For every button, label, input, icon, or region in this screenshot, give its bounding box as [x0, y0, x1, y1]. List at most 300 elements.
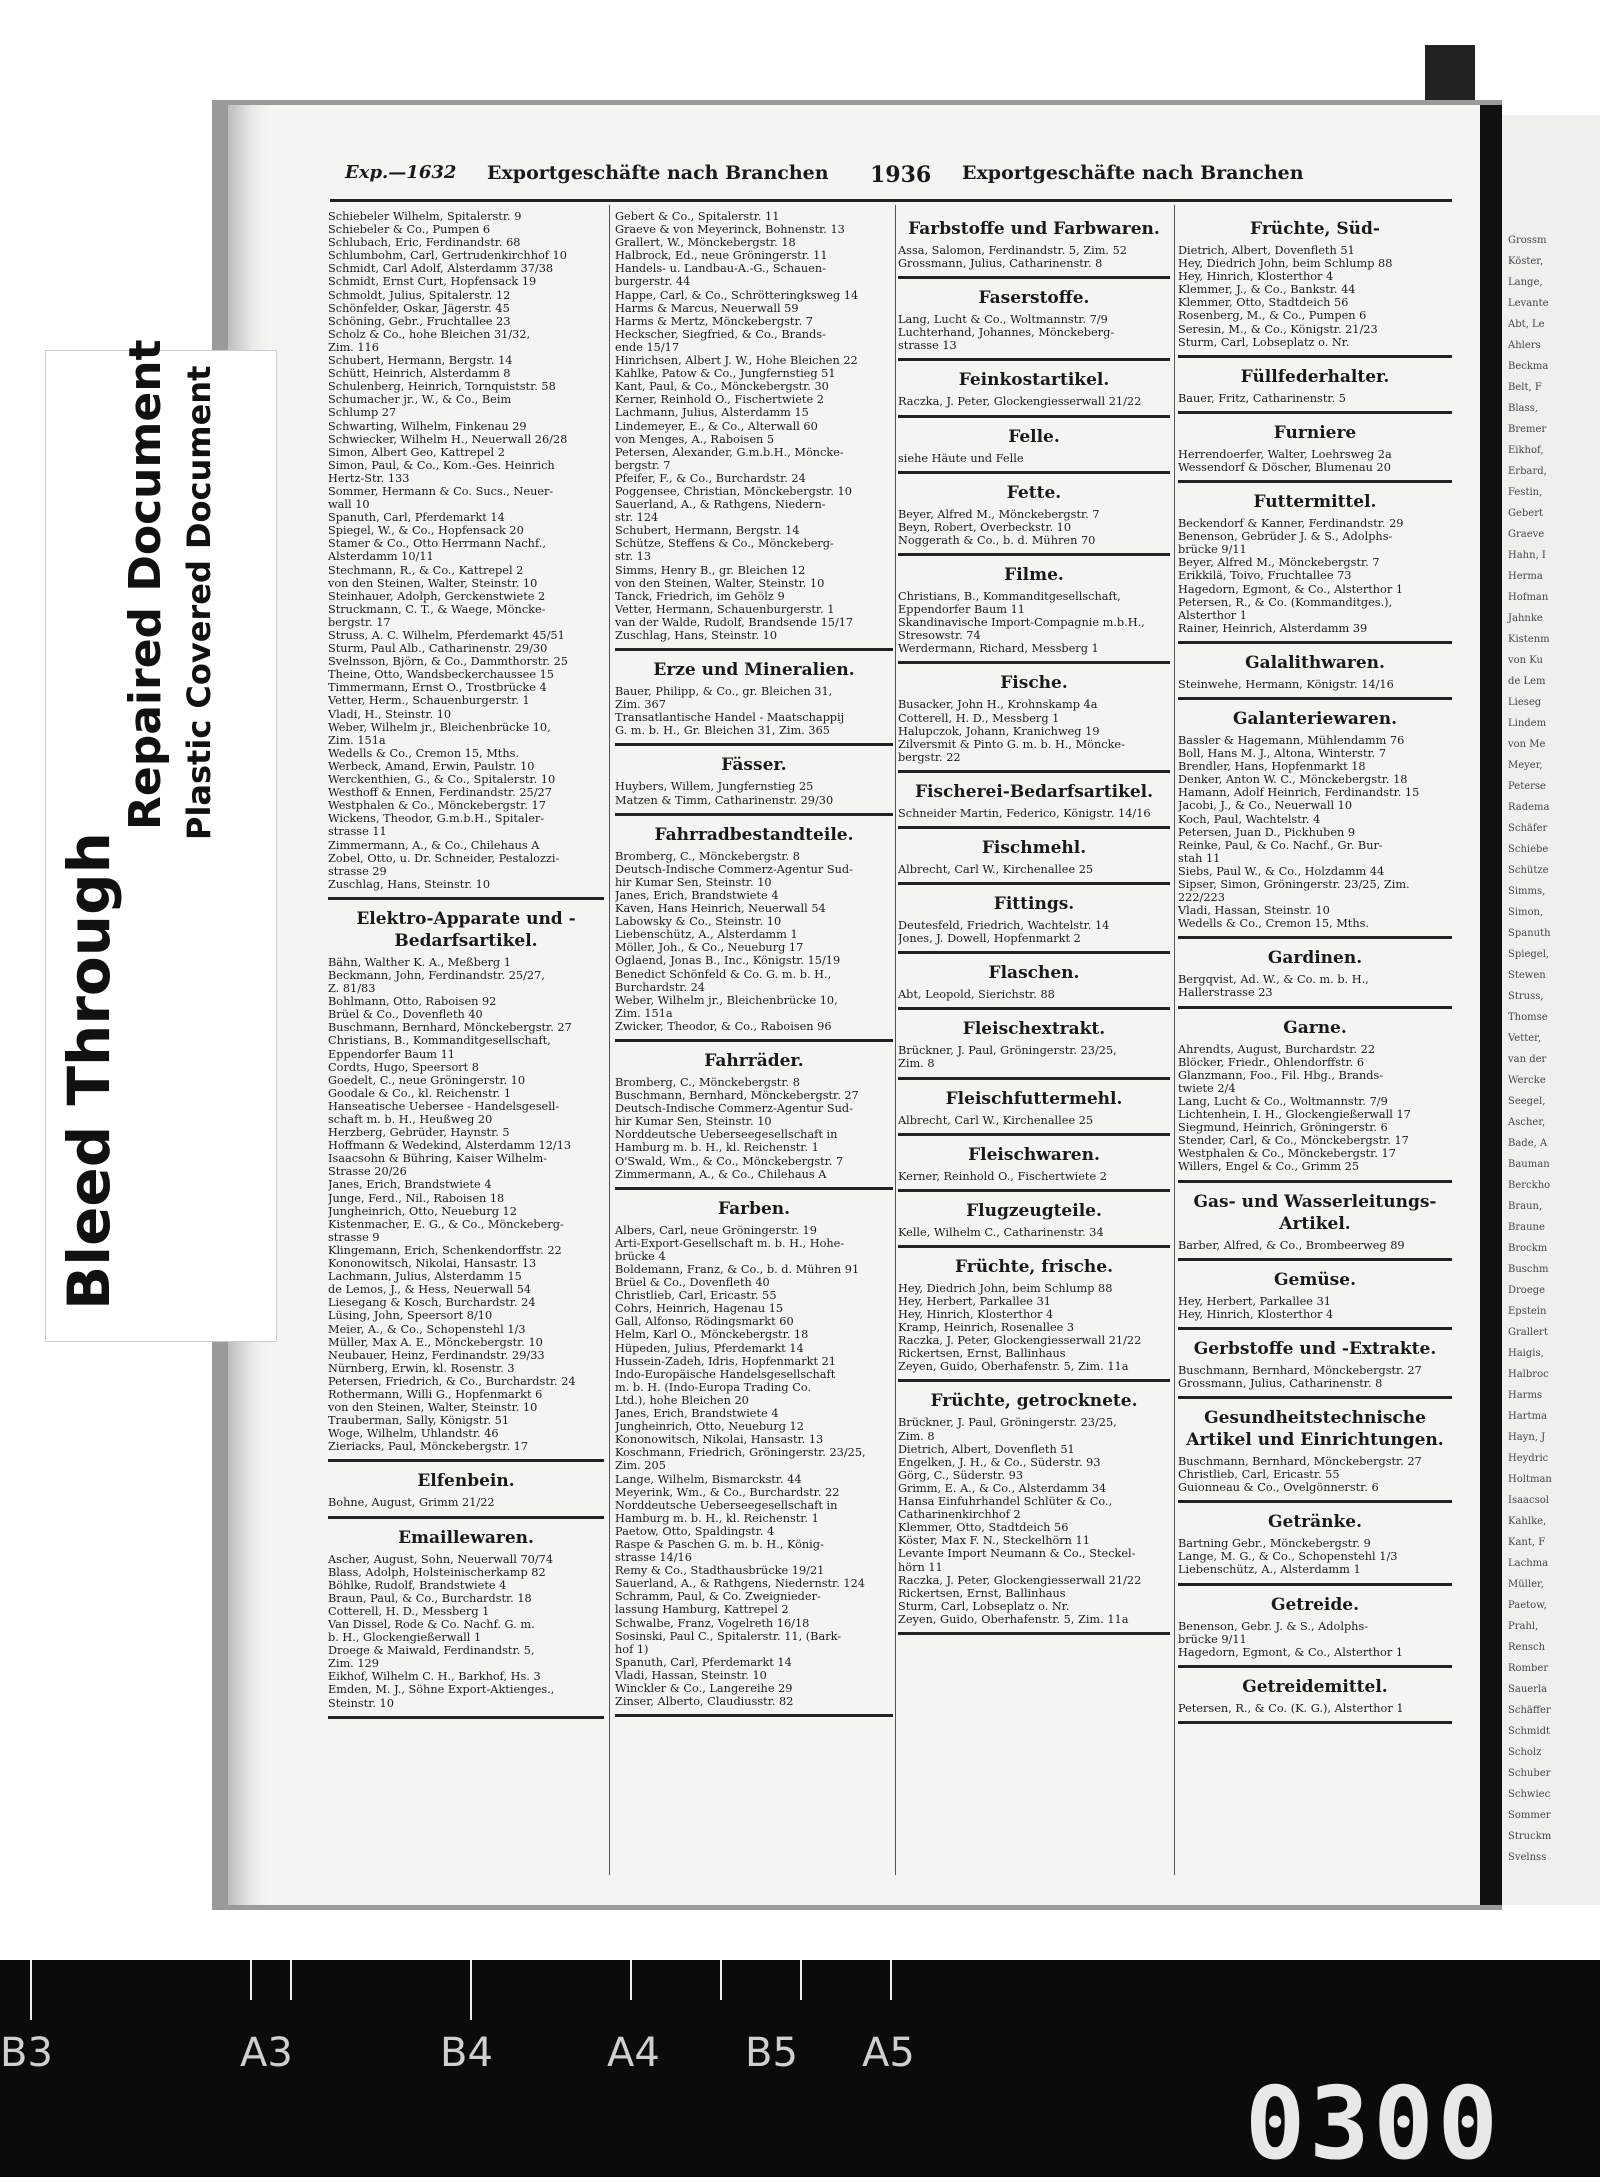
adjacent-page-fragment: Abt, Le — [1508, 319, 1545, 330]
listing-entry: Westphalen & Co., Mönckebergstr. 17 — [1178, 1147, 1396, 1161]
listing-entry: stah 11 — [1178, 851, 1221, 865]
listing-entry: Zwicker, Theodor, & Co., Raboisen 96 — [615, 1019, 832, 1033]
listing-entry: Bohne, August, Grimm 21/22 — [328, 1496, 495, 1510]
category-section — [898, 962, 1170, 1010]
listing-entry: Dietrich, Albert, Dovenfleth 51 — [898, 1442, 1075, 1456]
adjacent-page-fragment: Stewen — [1508, 970, 1546, 981]
listing-entry: strasse 29 — [328, 864, 387, 878]
listing-entry: Albrecht, Carl W., Kirchenallee 25 — [898, 862, 1094, 876]
listing-entry: Schöning, Gebr., Fruchtallee 23 — [328, 314, 511, 328]
category-heading: Emaillewaren. — [398, 1527, 534, 1548]
category-heading: Futtermittel. — [1253, 492, 1377, 513]
listing-entry: Wickens, Theodor, G.m.b.H., Spitaler- — [328, 812, 545, 826]
category-heading: Erze und Mineralien. — [653, 660, 855, 681]
listing-entry: Schmoldt, Julius, Spitalerstr. 12 — [328, 288, 511, 302]
listing-entry: Sturm, Carl, Lobseplatz o. Nr. — [1178, 335, 1350, 349]
listing-entry: Trauberman, Sally, Königstr. 51 — [328, 1414, 510, 1428]
listing-entry: schaft m. b. H., Heußweg 20 — [328, 1113, 493, 1126]
listing-entry: Hagedorn, Egmont, & Co., Alsterthor 1 — [1178, 582, 1404, 596]
adjacent-page-fragment: Simon, — [1508, 907, 1544, 918]
listing-entry: Hey, Herbert, Parkallee 31 — [898, 1294, 1051, 1308]
listing-entry: Hertz-Str. 133 — [328, 471, 410, 485]
listing-entry: Wedells & Co., Cremon 15, Mths. — [1178, 917, 1370, 931]
listing-entry: bergstr. 7 — [615, 458, 671, 472]
listing-entry: Zim. 116 — [328, 340, 379, 354]
section-rule — [615, 1039, 893, 1042]
listing-entry: Bauer, Philipp, & Co., gr. Bleichen 31, — [615, 685, 833, 699]
listing-entry: O'Swald, Wm., & Co., Mönckebergstr. 7 — [615, 1154, 844, 1168]
listing-entry: Spanuth, Carl, Pferdemarkt 14 — [615, 1655, 792, 1669]
section-rule — [898, 415, 1170, 418]
listing-entry: Remy & Co., Stadthausbrücke 19/21 — [615, 1564, 825, 1578]
listing-entry: Eppendorfer Baum 11 — [898, 603, 1025, 617]
listing-entry: strasse 13 — [898, 339, 957, 353]
adjacent-page-fragment: Buschm — [1508, 1264, 1549, 1275]
listing-entry: Zieriacks, Paul, Mönckebergstr. 17 — [328, 1440, 529, 1454]
listing-entry: Theine, Otto, Wandsbeckerchaussee 15 — [328, 668, 554, 682]
listing-entry: Schmidt, Carl Adolf, Alsterdamm 37/38 — [328, 262, 554, 276]
listing-entry: Zuschlag, Hans, Steinstr. 10 — [328, 877, 491, 891]
adjacent-page-fragment: Ascher, — [1508, 1117, 1546, 1128]
listing-entry: Brückner, J. Paul, Gröningerstr. 23/25, — [898, 1416, 1117, 1430]
listing-entry: Glanzmann, Foo., Fil. Hbg., Brands- — [1178, 1068, 1384, 1082]
adjacent-page-fragment: Belt, F — [1508, 382, 1542, 393]
category-heading: Furniere — [1273, 422, 1357, 443]
listing-entry: Engelken, J. H., & Co., Süderstr. 93 — [898, 1455, 1101, 1469]
listing-entry: Petersen, R., & Co. (Kommanditges.), — [1178, 595, 1393, 609]
adjacent-page-fragment: Kant, F — [1508, 1537, 1546, 1548]
listing-entry: Stresowstr. 74 — [898, 629, 981, 643]
listing-entry: Steinhauer, Adolph, Gerckenstwiete 2 — [328, 589, 546, 603]
listing-entry: Brüel & Co., Dovenfleth 40 — [328, 1008, 483, 1022]
listing-entry: Schneider Martin, Federico, Königstr. 14/16 — [898, 806, 1151, 820]
category-heading: Flugzeugteile. — [966, 1200, 1102, 1221]
listing-entry: Droege & Maiwald, Ferdinandstr. 5, — [328, 1644, 535, 1658]
adjacent-page-fragment: Kistenm — [1508, 634, 1550, 645]
listing-entry: G. m. b. H., Gr. Bleichen 31, Zim. 365 — [615, 724, 830, 738]
listing-entry: von den Steinen, Walter, Steinstr. 10 — [328, 1401, 538, 1415]
listing-entry: Tanck, Friedrich, im Gehölz 9 — [615, 589, 785, 603]
listing-entry: Harms & Mertz, Mönckebergstr. 7 — [615, 314, 813, 328]
listing-entry: Deutesfeld, Friedrich, Wachtelstr. 14 — [898, 919, 1110, 933]
listing-entry: Zim. 8 — [898, 1057, 935, 1071]
adjacent-page-fragment: Droege — [1508, 1285, 1546, 1296]
adjacent-page-fragment: Epstein — [1508, 1306, 1547, 1317]
category-section — [898, 564, 1170, 664]
listing-entry: Koch, Paul, Wachtelstr. 4 — [1178, 812, 1321, 826]
listing-entry: Stamer & Co., Otto Herrmann Nachf., — [328, 537, 546, 551]
section-rule — [1178, 1258, 1452, 1261]
listing-entry: Hey, Diedrich John, beim Schlump 88 — [898, 1281, 1113, 1295]
adjacent-page-fragment: Blass, — [1508, 403, 1538, 414]
listing-entry: Heckscher, Siegfried, & Co., Brands- — [615, 327, 826, 341]
section-rule — [898, 1245, 1170, 1248]
adjacent-page-fragment: Schütze — [1508, 865, 1549, 876]
listing-entry: Bromberg, C., Mönckebergstr. 8 — [615, 1075, 800, 1089]
adjacent-page-fragment: Prahl, — [1508, 1621, 1539, 1632]
listing-entry: Bergqvist, Ad. W., & Co. m. b. H., — [1178, 973, 1369, 987]
category-heading: Getränke. — [1267, 1512, 1363, 1533]
listing-entry: Schumacher jr., W., & Co., Beim — [328, 393, 512, 407]
listing-entry: Halupczok, Johann, Kranichweg 19 — [898, 724, 1100, 738]
listing-entry: Hoffmann & Wedekind, Alsterdamm 12/13 — [328, 1139, 572, 1153]
running-title-right: Exportgeschäfte nach Branchen — [962, 162, 1304, 184]
listing-entry: Hagedorn, Egmont, & Co., Alsterthor 1 — [1178, 1645, 1404, 1659]
adjacent-page-fragment: Eikhof, — [1508, 445, 1544, 456]
listing-entry: Zim. 151a — [615, 1006, 673, 1020]
listing-entry: Paetow, Otto, Spaldingstr. 4 — [615, 1524, 775, 1538]
scale-label-b5: B5 — [745, 2030, 798, 2076]
adjacent-page-fragment: Radema — [1508, 802, 1550, 813]
listing-entry: Schramm, Paul, & Co. Zweignieder- — [615, 1590, 821, 1604]
listing-entry: bergstr. 17 — [328, 615, 391, 629]
listing-entry: Cordts, Hugo, Speersort 8 — [328, 1060, 479, 1074]
listing-entry: Willers, Engel & Co., Grimm 25 — [1178, 1160, 1360, 1174]
scale-label-b4: B4 — [440, 2030, 493, 2076]
listing-entry: Alsterdamm 10/11 — [328, 550, 434, 564]
listing-entry: Buschmann, Bernhard, Mönckebergstr. 27 — [1178, 1363, 1422, 1377]
listing-entry: Boll, Hans M. J., Altona, Winterstr. 7 — [1178, 747, 1387, 761]
listing-column-1 — [328, 210, 604, 1875]
listing-entry: Christlieb, Carl, Ericastr. 55 — [1178, 1468, 1340, 1482]
adjacent-page-fragment: Kahlke, — [1508, 1516, 1547, 1527]
category-section — [898, 672, 1170, 772]
listing-entry: Schulenberg, Heinrich, Tornquiststr. 58 — [328, 380, 556, 394]
listing-entry: Bartning Gebr., Mönckebergstr. 9 — [1178, 1537, 1371, 1551]
section-rule — [1178, 1583, 1452, 1586]
category-section — [1178, 218, 1452, 358]
adjacent-page-fragment: de Lem — [1508, 676, 1546, 687]
scale-label-b3: B3 — [0, 2030, 53, 2076]
listing-entry: Christians, B., Kommanditgesellschaft, — [328, 1034, 551, 1048]
listing-entry: Ltd.), hohe Bleichen 20 — [615, 1393, 749, 1407]
listing-entry: Simon, Albert Geo, Kattrepel 2 — [328, 445, 505, 459]
listing-entry: Jungheinrich, Otto, Neueburg 12 — [328, 1204, 517, 1218]
header-rule — [330, 199, 1452, 202]
listing-entry: Guionneau & Co., Ovelgönnerstr. 6 — [1178, 1481, 1379, 1495]
category-section — [615, 1050, 893, 1190]
adjacent-page-fragment: Grossm — [1508, 235, 1547, 246]
adjacent-page-fragment: Bremer — [1508, 424, 1547, 435]
listing-entry: Wessendorf & Döscher, Blumenau 20 — [1178, 460, 1391, 474]
category-section — [898, 1200, 1170, 1248]
scale-tick — [470, 1960, 472, 2020]
listing-entry: Svelnsson, Björn, & Co., Dammthorstr. 25 — [328, 655, 568, 669]
listing-entry: Barber, Alfred, & Co., Brombeerweg 89 — [1178, 1238, 1405, 1252]
listing-entry: Lang, Lucht & Co., Woltmannstr. 7/9 — [898, 313, 1108, 327]
adjacent-page-fragment: Meyer, — [1508, 760, 1543, 771]
scale-tick — [30, 1960, 32, 2020]
adjacent-page-fragment: Hartma — [1508, 1411, 1547, 1422]
listing-entry: Strasse 20/26 — [328, 1165, 407, 1179]
listing-entry: Schmidt, Ernst Curt, Hopfensack 19 — [328, 275, 537, 289]
listing-entry: Zim. 129 — [328, 1657, 379, 1671]
listing-entry: wall 10 — [328, 498, 370, 512]
listing-entry: Petersen, Alexander, G.m.b.H., Möncke- — [615, 445, 844, 459]
listing-entry: Buschmann, Bernhard, Mönckebergstr. 27 — [615, 1089, 859, 1103]
listing-entry: Z. 81/83 — [328, 982, 376, 996]
category-heading: Gesundheitstechnische Artikel und Einrichtungen. — [1186, 1407, 1444, 1450]
section-rule — [1178, 1665, 1452, 1668]
listing-entry: Vetter, Hermann, Schauenburgerstr. 1 — [615, 602, 835, 616]
section-rule — [328, 897, 604, 900]
category-section — [898, 893, 1170, 954]
listing-entry: Luchterhand, Johannes, Mönckeberg- — [898, 326, 1115, 340]
listing-entry: Albrecht, Carl W., Kirchenallee 25 — [898, 1113, 1094, 1127]
listing-column-2 — [615, 210, 893, 1875]
listing-entry: lassung Hamburg, Kattrepel 2 — [615, 1603, 789, 1617]
listing-entry: Kramp, Heinrich, Rosenallee 3 — [898, 1321, 1075, 1335]
listing-entry: Dietrich, Albert, Dovenfleth 51 — [1178, 244, 1355, 257]
listing-entry: Hey, Hinrich, Klosterthor 4 — [1178, 270, 1334, 284]
listing-entry: Zobel, Otto, u. Dr. Schneider, Pestalozzi- — [328, 851, 560, 865]
section-rule — [1178, 1006, 1452, 1009]
listing-entry: Stechmann, R., & Co., Kattrepel 2 — [328, 563, 524, 577]
section-rule — [615, 813, 893, 816]
category-heading: Früchte, Süd- — [1250, 219, 1380, 239]
category-section — [328, 908, 604, 1463]
listing-entry: Scholz & Co., hohe Bleichen 31/32, — [328, 327, 531, 341]
listing-entry: Matzen & Timm, Catharinenstr. 29/30 — [615, 793, 834, 807]
listing-entry: Möller, Joh., & Co., Neueburg 17 — [615, 941, 804, 955]
listing-entry: Rickertsen, Ernst, Ballinhaus — [898, 1347, 1066, 1361]
adjacent-page-fragment: Bauman — [1508, 1159, 1550, 1170]
listing-entry: Noggerath & Co., b. d. Mühren 70 — [898, 533, 1096, 547]
listing-entry: Buschmann, Bernhard, Mönckebergstr. 27 — [1178, 1454, 1422, 1468]
adjacent-page-fragment: Schuber — [1508, 1768, 1551, 1779]
listing-entry: Böhlke, Rudolf, Brandstwiete 4 — [328, 1578, 507, 1592]
listing-entry: Albers, Carl, neue Gröningerstr. 19 — [615, 1223, 817, 1237]
listing-entry: Eppendorfer Baum 11 — [328, 1047, 455, 1061]
listing-entry: twiete 2/4 — [1178, 1081, 1236, 1095]
category-section — [898, 1144, 1170, 1192]
section-rule — [1178, 355, 1452, 358]
category-heading: Gerbstoffe und -Extrakte. — [1193, 1338, 1437, 1359]
listing-entry: Sauerland, A., & Rathgens, Niedern- — [615, 498, 826, 512]
category-heading: Galanteriewaren. — [1233, 708, 1397, 729]
listing-entry: Busacker, John H., Krohnskamp 4a — [898, 698, 1098, 712]
listing-entry: bergstr. 22 — [898, 750, 961, 764]
adjacent-page-fragment: Erbard, — [1508, 466, 1547, 477]
category-section — [898, 482, 1170, 556]
listing-entry: Struss, A. C. Wilhelm, Pferdemarkt 45/51 — [328, 629, 565, 642]
adjacent-page-fragment: van der — [1508, 1054, 1547, 1065]
listing-entry: von den Steinen, Walter, Steinstr. 10 — [328, 576, 538, 590]
listing-entry: Sauerland, A., & Rathgens, Niedernstr. 124 — [615, 1577, 865, 1591]
listing-entry: Rickertsen, Ernst, Ballinhaus — [898, 1586, 1066, 1600]
adjacent-page-fragment: Peterse — [1508, 781, 1546, 792]
category-section — [898, 1256, 1170, 1383]
listing-entry: Meyerink, Wm., & Co., Burchardstr. 22 — [615, 1485, 840, 1499]
listing-entry: Lange, M. G., & Co., Schopenstehl 1/3 — [1178, 1550, 1398, 1564]
listing-entry: Cotterell, H. D., Messberg 1 — [328, 1604, 490, 1618]
adjacent-page-fragment: Struckm — [1508, 1831, 1552, 1842]
category-heading: Getreidemittel. — [1242, 1676, 1388, 1697]
adjacent-page-fragment: Paetow, — [1508, 1600, 1547, 1611]
listing-column-3 — [898, 210, 1170, 1875]
listing-entry: Kistenmacher, E. G., & Co., Mönckeberg- — [328, 1217, 564, 1231]
category-heading: Garne. — [1283, 1017, 1347, 1038]
listing-entry: Sosinski, Paul C., Spitalerstr. 11, (Bark- — [615, 1629, 842, 1643]
adjacent-page-fragment: Levante — [1508, 298, 1549, 309]
listing-entry: Neubauer, Heinz, Ferdinandstr. 29/33 — [328, 1348, 545, 1362]
listing-entry: burgerstr. 44 — [615, 275, 691, 289]
adjacent-page-fragment: Brockm — [1508, 1243, 1548, 1254]
listing-entry: Abt, Leopold, Sierichstr. 88 — [898, 988, 1055, 1002]
listing-entry: Benenson, Gebrüder J. & S., Adolphs- — [1178, 530, 1393, 544]
listing-entry: Timmermann, Ernst O., Trostbrücke 4 — [328, 681, 547, 695]
category-heading: Galalithwaren. — [1245, 652, 1385, 673]
listing-entry: Buschmann, Bernhard, Mönckebergstr. 27 — [328, 1021, 572, 1035]
listing-entry: Halbrock, Ed., neue Gröningerstr. 11 — [615, 249, 828, 263]
listing-entry: Labowsky & Co., Steinstr. 10 — [615, 915, 782, 929]
listing-entry: Koschmann, Friedrich, Gröningerstr. 23/25, — [615, 1446, 866, 1460]
adjacent-page-fragment: Lachma — [1508, 1558, 1549, 1569]
listing-entry: Hallerstrasse 23 — [1178, 986, 1273, 1000]
listing-entry: Spiegel, W., & Co., Hopfensack 20 — [328, 524, 524, 538]
adjacent-page-fragment: Hayn, J — [1508, 1432, 1546, 1443]
listing-entry: Schubert, Hermann, Bergstr. 14 — [615, 524, 800, 538]
listing-entry: Zimmermann, A., & Co., Chilehaus A — [615, 1167, 827, 1181]
listing-entry: Emden, M. J., Söhne Export-Aktienges., — [328, 1683, 555, 1697]
adjacent-page-fragment: Scholz — [1508, 1747, 1542, 1758]
section-rule — [1178, 411, 1452, 414]
listing-entry: Klemmer, J., & Co., Bankstr. 44 — [1178, 283, 1356, 297]
continued-listing — [615, 210, 893, 642]
adjacent-page-fragment: Spiegel, — [1508, 949, 1550, 960]
listing-entry: Zim. 151a — [328, 733, 386, 747]
listing-entry: Klemmer, Otto, Stadtdeich 56 — [1178, 296, 1349, 310]
listing-entry: Hey, Herbert, Parkallee 31 — [1178, 1294, 1331, 1308]
listing-entry: Wedells & Co., Cremon 15, Mths. — [328, 746, 520, 760]
category-section — [615, 824, 893, 1042]
listing-entry: Spanuth, Carl, Pferdemarkt 14 — [328, 511, 505, 525]
section-rule — [1178, 1180, 1452, 1183]
listing-entry: Lachmann, Julius, Alsterdamm 15 — [615, 406, 809, 420]
listing-entry: Lang, Lucht & Co., Woltmannstr. 7/9 — [1178, 1094, 1388, 1108]
listing-entry: Beckmann, John, Ferdinandstr. 25/27, — [328, 968, 545, 982]
listing-entry: Vladi, Hassan, Steinstr. 10 — [1178, 904, 1330, 918]
scale-tick — [720, 1960, 722, 2000]
listing-entry: Köster, Max F. N., Steckelhörn 11 — [898, 1534, 1090, 1548]
section-rule — [898, 1379, 1170, 1382]
category-section — [1178, 1407, 1452, 1503]
section-rule — [1178, 641, 1452, 644]
listing-entry: Beyer, Alfred M., Mönckebergstr. 7 — [898, 507, 1100, 521]
stamp-repaired-document: Repaired Document — [120, 339, 171, 830]
listing-entry: Schönfelder, Oskar, Jägerstr. 45 — [328, 301, 510, 315]
frame-number: 0300 — [1245, 2065, 1502, 2182]
listing-entry: Kahlke, Patow & Co., Jungfernstieg 51 — [615, 367, 836, 381]
section-rule — [615, 1187, 893, 1190]
adjacent-page-fragment: Heydric — [1508, 1453, 1549, 1464]
adjacent-page-fragment: Beckma — [1508, 361, 1549, 372]
category-section — [898, 1390, 1170, 1635]
section-rule — [898, 471, 1170, 474]
listing-entry: Kant, Paul, & Co., Mönckebergstr. 30 — [615, 380, 829, 394]
listing-entry: Müller, Max A. E., Mönckebergstr. 10 — [328, 1335, 543, 1349]
listing-entry: Schubert, Hermann, Bergstr. 14 — [328, 354, 513, 368]
listing-entry: Brückner, J. Paul, Gröningerstr. 23/25, — [898, 1044, 1117, 1058]
listing-entry: Hey, Hinrich, Klosterthor 4 — [898, 1308, 1054, 1321]
adjacent-page-fragment: Schäffer — [1508, 1705, 1551, 1716]
listing-entry: Raczka, J. Peter, Glockengiesserwall 21/22 — [898, 1334, 1142, 1348]
listing-entry: Seresin, M., & Co., Königstr. 21/23 — [1178, 322, 1378, 336]
section-rule — [615, 648, 893, 651]
category-heading: Fette. — [1006, 482, 1062, 503]
category-heading: Fahrräder. — [704, 1050, 804, 1071]
adjacent-page-fragment: Harms — [1508, 1390, 1543, 1401]
category-section — [1178, 1594, 1452, 1668]
listing-entry: Werdermann, Richard, Messberg 1 — [898, 642, 1099, 656]
listing-entry: van der Walde, Rudolf, Brandsende 15/17 — [615, 615, 854, 629]
category-section — [328, 1527, 604, 1719]
listing-entry: Gall, Alfonso, Rödingsmarkt 60 — [615, 1315, 794, 1329]
listing-entry: Bauer, Fritz, Catharinenstr. 5 — [1178, 391, 1346, 405]
listing-entry: hir Kumar Sen, Steinstr. 10 — [615, 875, 772, 889]
listing-entry: Schlubach, Eric, Ferdinandstr. 68 — [328, 236, 521, 250]
listing-entry: Lichtenhein, I. H., Glockengießerwall 17 — [1178, 1108, 1411, 1122]
listing-entry: Junge, Ferd., Nil., Raboisen 18 — [328, 1191, 505, 1205]
category-heading: Fittings. — [993, 894, 1075, 915]
listing-entry: Schwarting, Wilhelm, Finkenau 29 — [328, 419, 527, 433]
category-section — [328, 1470, 604, 1518]
listing-entry: Schwiecker, Wilhelm H., Neuerwall 26/28 — [328, 432, 568, 446]
listing-entry: Jungheinrich, Otto, Neueburg 12 — [615, 1420, 804, 1434]
category-heading: Fleischextrakt. — [962, 1019, 1106, 1040]
adjacent-page-fragment: Hahn, I — [1508, 550, 1546, 561]
listing-entry: Handels- u. Landbau-A.-G., Schauen- — [615, 262, 826, 276]
adjacent-page-fragment: Sauerla — [1508, 1684, 1548, 1695]
listing-entry: Cotterell, H. D., Messberg 1 — [898, 711, 1060, 725]
listing-entry: Klemmer, Otto, Stadtdeich 56 — [898, 1521, 1069, 1535]
adjacent-page-fragment: Rensch — [1508, 1642, 1546, 1653]
category-heading: Früchte, frische. — [954, 1256, 1114, 1277]
listing-entry: Bassler & Hagemann, Mühlendamm 76 — [1178, 733, 1405, 747]
page-section-marker: Exp.—1632 — [345, 162, 457, 183]
listing-entry: Deutsch-Indische Commerz-Agentur Sud- — [615, 862, 853, 876]
listing-entry: Zimmermann, A., & Co., Chilehaus A — [328, 838, 540, 852]
category-section — [898, 369, 1170, 417]
adjacent-page-fragment: Grallert — [1508, 1327, 1548, 1338]
listing-entry: Bohlmann, Otto, Raboisen 92 — [328, 995, 497, 1009]
adjacent-page-fragment: Romber — [1508, 1663, 1549, 1674]
listing-entry: Huybers, Willem, Jungfernstieg 25 — [615, 780, 814, 794]
section-rule — [898, 882, 1170, 885]
listing-entry: Blass, Adolph, Holsteinischerkamp 82 — [328, 1565, 546, 1579]
listing-entry: Oglaend, Jonas B., Inc., Königstr. 15/19 — [615, 954, 841, 968]
listing-entry: Lindemeyer, E., & Co., Alterwall 60 — [615, 419, 818, 433]
adjacent-page-fragment: Braune — [1508, 1222, 1545, 1233]
listing-entry: Deutsch-Indische Commerz-Agentur Sud- — [615, 1102, 853, 1116]
listing-entry: Jones, J. Dowell, Hopfenmarkt 2 — [898, 932, 1081, 946]
section-rule — [1178, 936, 1452, 939]
scale-label-a3: A3 — [240, 2030, 293, 2076]
listing-entry: Kaven, Hans Heinrich, Neuerwall 54 — [615, 902, 826, 916]
listing-entry: ende 15/17 — [615, 340, 680, 354]
category-section — [1178, 1676, 1452, 1724]
page-number: 1936 — [870, 162, 932, 188]
category-heading: Elfenbein. — [417, 1471, 515, 1492]
category-section — [1178, 1191, 1452, 1261]
listing-entry: Norddeutsche Ueberseegesellschaft in — [615, 1498, 838, 1512]
book-gutter — [1480, 105, 1502, 1905]
category-heading: Getreide. — [1270, 1594, 1360, 1615]
listing-entry: Zeyen, Guido, Oberhafenstr. 5, Zim. 11a — [898, 1612, 1129, 1626]
listing-entry: Zuschlag, Hans, Steinstr. 10 — [615, 629, 778, 642]
listing-entry: Brüel & Co., Dovenfleth 40 — [615, 1276, 770, 1290]
adjacent-page-fragment: Lindem — [1508, 718, 1547, 729]
